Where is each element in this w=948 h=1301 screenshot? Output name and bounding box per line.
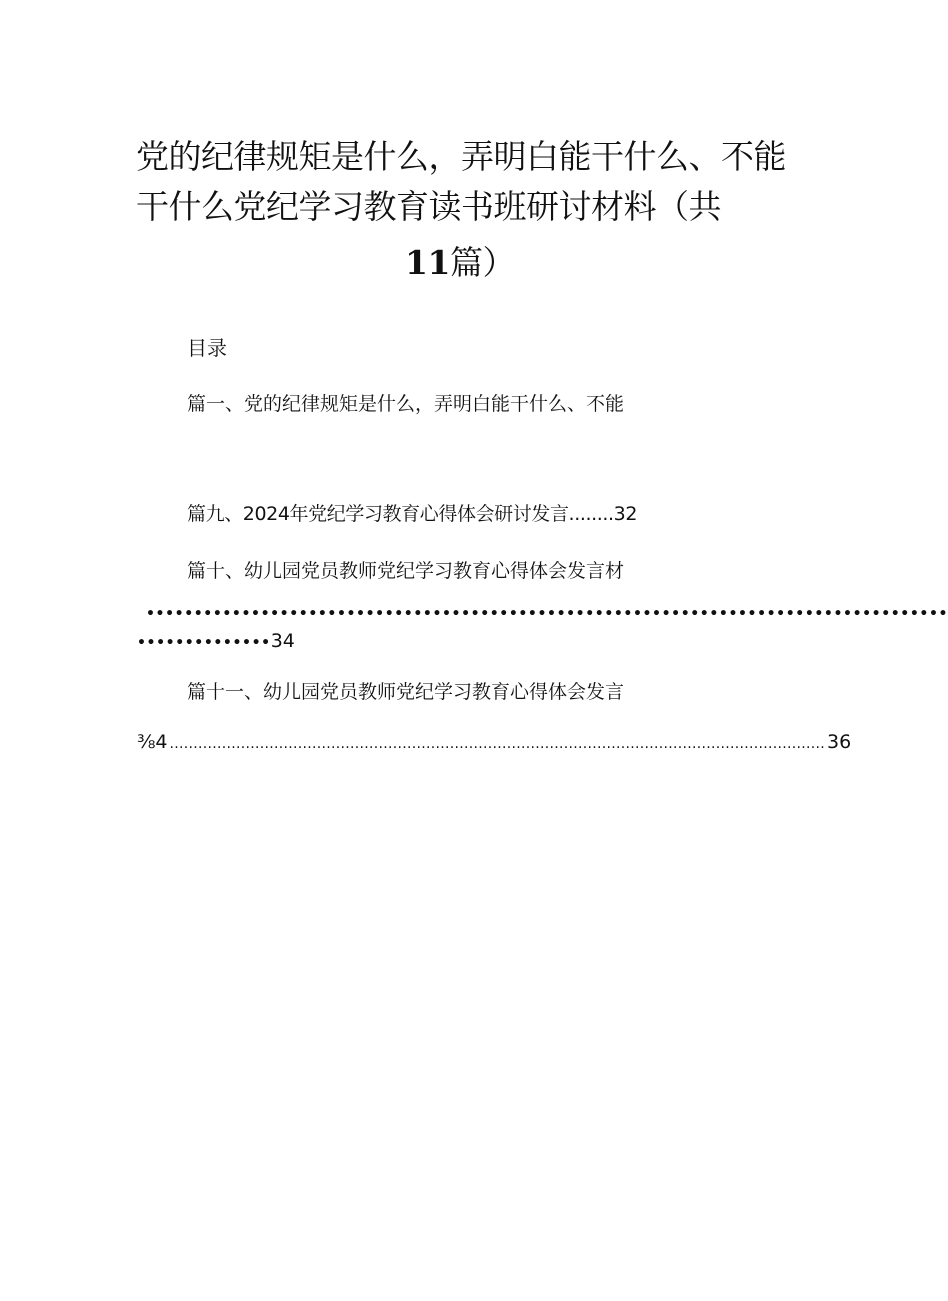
toc-item-10-page-number: 34	[270, 630, 295, 652]
title-count-suffix: 篇）	[449, 243, 515, 282]
toc-heading: 目录	[187, 336, 227, 360]
toc-item-11[interactable]: 篇十一、幼儿园党员教师党纪学习教育心得体会发言	[187, 681, 625, 703]
title-count: 11	[405, 243, 450, 282]
document-title-line-1: 党的纪律规矩是什么，弄明白能干什么、不能	[136, 137, 786, 176]
document-title-line-3	[0, 243, 920, 283]
toc-item-11-lead-text: ⅜4	[137, 731, 168, 753]
toc-item-10-continuation	[137, 630, 295, 653]
toc-item-9[interactable]: 篇九、2024年党纪学习教育心得体会研讨发言........32	[187, 503, 638, 525]
toc-item-11-page-number: 36	[827, 731, 852, 753]
toc-item-10-leader-dots-2: ••••••••••••••	[137, 635, 271, 651]
toc-item-11-leader-dots: ..........................................................................................................................................	[169, 736, 826, 752]
toc-item-1[interactable]: 篇一、党的纪律规矩是什么，弄明白能干什么、不能	[187, 393, 625, 415]
toc-item-10[interactable]: 篇十、幼儿园党员教师党纪学习教育心得体会发言材	[187, 560, 625, 582]
toc-item-10-leader-dots: ••••••••••••••••••••••••••••••••••••••••••••••••••••••••••••••••••••••••••••••••••••	[146, 606, 948, 622]
toc-item-11-continuation	[137, 731, 852, 754]
document-title-line-2: 干什么党纪学习教育读书班研讨材料（共	[136, 187, 721, 226]
